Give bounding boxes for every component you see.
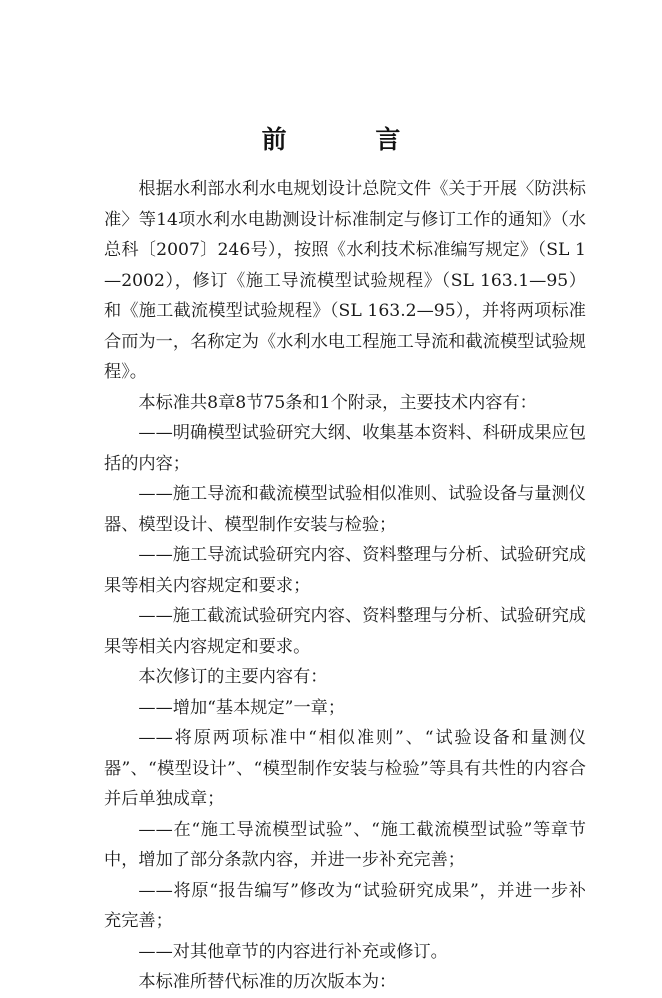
list-item: ——施工截流试验研究内容、资料整理与分析、试验研究成果等相关内容规定和要求。 [104,606,586,657]
list-item: ——明确模型试验研究大纲、收集基本资料、科研成果应包括的内容； [104,423,586,474]
page-title: 前 言 [261,125,441,154]
preface-body [104,174,586,998]
list-item: ——增加“基本规定”一章； [138,697,346,718]
paragraph-intro: 根据水利部水利水电规划设计总院文件《关于开展〈防洪标准〉等14项水利水电勘测设计标准制定与修订工作的通知》（水总科〔2007〕246号），按照《水利技术标准编写规定》（SL 1—2002），修订《施工导流模型试验规程》（SL 163.1—95）和《施工截流模型试验规程》（SL 163.2—95），并将两项标准合而为一，名称定为《水利水电工程施工导流和截流模型试验规程》。 [104,179,586,382]
list-item: ——施工导流和截流模型试验相似准则、试验设备与量测仪器、模型设计、模型制作安装与检验； [104,484,586,535]
list-item: ——将原“报告编写”修改为“试验研究成果”，并进一步补充完善； [104,880,586,931]
paragraph-versions: 本标准所替代标准的历次版本为： [138,972,397,992]
list-item: ——对其他章节的内容进行补充或修订。 [138,941,448,962]
paragraph-summary: 本标准共8章8节75条和1个附录，主要技术内容有： [138,392,537,413]
list-item: ——施工导流试验研究内容、资料整理与分析、试验研究成果等相关内容规定和要求； [104,545,586,596]
list-item: ——在“施工导流模型试验”、“施工截流模型试验”等章节中，增加了部分条款内容，并进一步补充完善； [104,819,586,870]
list-item: ——将原两项标准中“相似准则”、“试验设备和量测仪器”、“模型设计”、“模型制作安装与检验”等具有共性的内容合并后单独成章； [104,728,586,809]
paragraph-revision: 本次修订的主要内容有： [138,667,328,687]
